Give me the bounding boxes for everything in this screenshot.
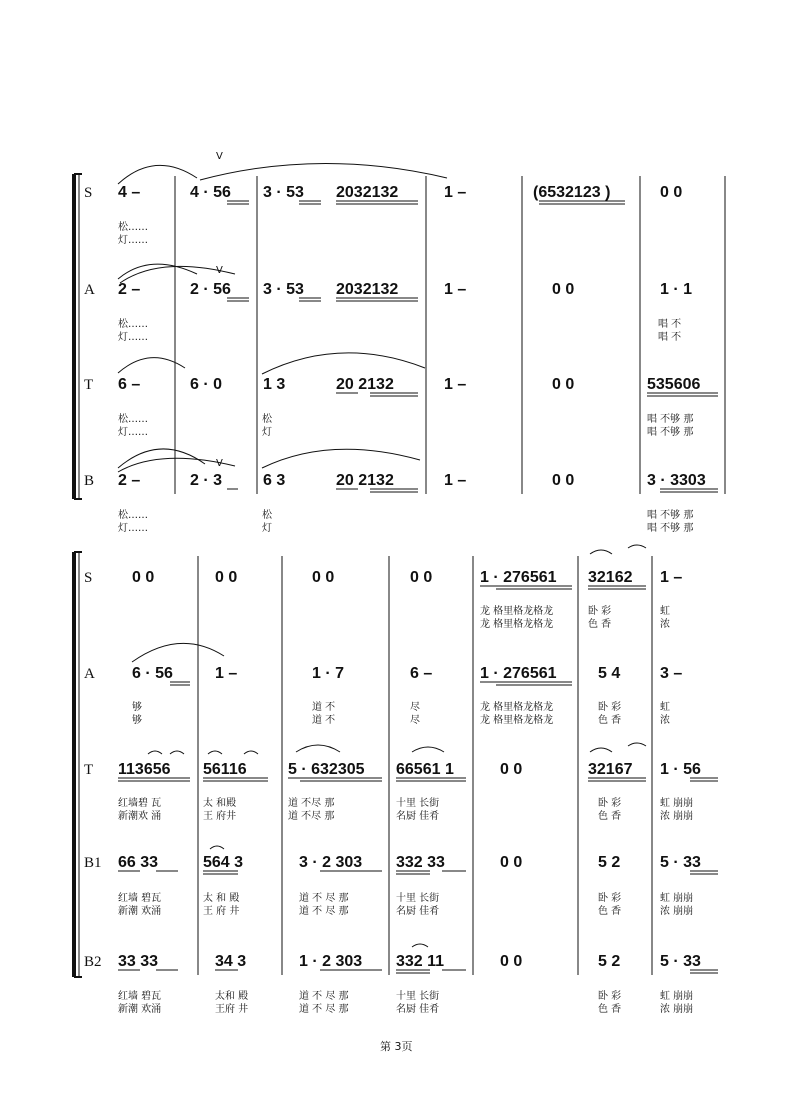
lyric-line: 卧 彩 (598, 893, 622, 904)
note-group: 1 · 2 303 (299, 953, 363, 970)
system-1 (74, 151, 725, 534)
note-group: 0 0 (215, 569, 238, 586)
lyric-line: 色 香 (598, 1004, 622, 1015)
svg-text:V: V (216, 265, 223, 276)
lyric-line: 虹 崩崩 (660, 991, 694, 1002)
system-1-bracket (74, 174, 82, 499)
lyric-line: 道 不 (312, 715, 336, 726)
lyric-line: 灯…… (118, 523, 148, 534)
s1-tenor-measures (118, 376, 700, 393)
note-group: 1 – (215, 665, 238, 682)
note-group: 32162 (588, 569, 633, 586)
lyric-line: 名厨 佳肴 (396, 811, 440, 822)
lyric-line: 十里 长街 (396, 991, 440, 1002)
lyric-line: 松…… (118, 510, 148, 521)
lyric-line: 灯…… (118, 332, 148, 343)
lyric-line: 够 (132, 715, 142, 726)
lyric-line: 龙 格里格龙格龙 (480, 606, 554, 617)
note-group: 1 – (444, 376, 467, 393)
note-group: 3 · 53 (263, 184, 304, 201)
lyric-line: 灯 (262, 523, 272, 534)
note-group: 33 33 (118, 953, 159, 970)
lyric-line: 太 和殿 (203, 798, 237, 809)
part-label-bass-1: B1 (84, 855, 102, 871)
s1-alto-measures (118, 281, 692, 298)
note-group: 3 – (660, 665, 683, 682)
lyric-line: 松…… (118, 319, 148, 330)
lyric-line: 色 香 (588, 619, 612, 630)
lyric-line: 道 不 尽 那 (299, 906, 349, 917)
note-group: 66 33 (118, 854, 159, 871)
system-2-bracket (74, 552, 82, 977)
system-1-slurs (118, 163, 447, 472)
lyric-line: 道 不 尽 那 (299, 893, 349, 904)
note-group: 6 3 (263, 472, 286, 489)
note-group: 6 · 0 (190, 376, 223, 393)
note-group: 2 – (118, 281, 141, 298)
lyric-line: 道 不 (312, 702, 336, 713)
lyric-line: 名厨 佳肴 (396, 1004, 440, 1015)
note-group: 3 · 3303 (647, 472, 706, 489)
note-group: 5 · 632305 (288, 761, 365, 778)
s1-soprano-measures (118, 184, 682, 201)
note-group: 0 0 (500, 854, 523, 871)
note-group: 1 3 (263, 376, 286, 393)
lyric-line: 唱 不够 那 (647, 414, 694, 425)
lyric-line: 卧 彩 (598, 798, 622, 809)
note-group: 5 · 33 (660, 854, 701, 871)
lyric-line: 松…… (118, 222, 148, 233)
lyric-line: 唱 不够 那 (647, 510, 694, 521)
lyric-line: 卧 彩 (598, 702, 622, 713)
note-group: 1 – (444, 281, 467, 298)
lyric-line: 唱 不 (658, 332, 682, 343)
note-group: 0 0 (552, 472, 575, 489)
lyric-line: 名厨 佳肴 (396, 906, 440, 917)
lyric-line: 卧 彩 (598, 991, 622, 1002)
note-group: 20 2132 (336, 472, 394, 489)
note-group: (6532123 ) (533, 184, 611, 201)
lyric-line: 新潮 欢涌 (118, 1004, 162, 1015)
lyric-line: 道 不尽 那 (288, 811, 335, 822)
note-group: 1 · 56 (660, 761, 701, 778)
lyric-line: 尽 (410, 715, 420, 726)
lyric-line: 松 (262, 510, 272, 521)
lyric-line: 道 不 尽 那 (299, 1004, 349, 1015)
s2-soprano-measures (132, 569, 682, 586)
lyric-line: 龙 格里格龙格龙 (480, 715, 554, 726)
note-group: 3 · 2 303 (299, 854, 363, 871)
lyric-line: 松 (262, 414, 272, 425)
lyric-line: 松…… (118, 414, 148, 425)
note-group: 564 3 (203, 854, 244, 871)
lyric-line: 龙 格里格龙格龙 (480, 619, 554, 630)
part-label-tenor: T (84, 762, 94, 778)
lyric-line: 浓 (660, 619, 670, 630)
s2-soprano-lyrics (480, 604, 670, 630)
note-group: 56116 (203, 761, 247, 778)
note-group: 6 – (118, 376, 141, 393)
lyric-line: 十里 长街 (396, 893, 440, 904)
lyric-line: 道 不 尽 那 (299, 991, 349, 1002)
note-group: 2 · 3 (190, 472, 223, 489)
s2-alto-lyrics (132, 700, 670, 726)
part-label-soprano: S (84, 570, 93, 586)
lyric-line: 虹 (660, 606, 670, 617)
lyric-line: 唱 不够 那 (647, 427, 694, 438)
note-group: 0 0 (660, 184, 683, 201)
s2-tenor-lyrics (118, 796, 693, 822)
system-1-beam-lines (227, 201, 718, 492)
s2-tenor-measures (118, 761, 701, 778)
note-group: 0 0 (312, 569, 335, 586)
s2-alto-measures (132, 665, 682, 682)
lyric-line: 浓 崩崩 (660, 906, 694, 917)
note-group: 4 · 56 (190, 184, 231, 201)
lyric-line: 红墙碧 瓦 (118, 798, 162, 809)
s2-bass2-lyrics (118, 989, 693, 1015)
page-number: 第 3页 (380, 1040, 413, 1053)
lyric-line: 尽 (410, 702, 420, 713)
note-group: 113656 (118, 761, 171, 778)
part-label-alto: A (84, 666, 95, 682)
note-group: 4 – (118, 184, 141, 201)
lyric-line: 王 府井 (203, 811, 237, 822)
lyric-line: 浓 崩崩 (660, 1004, 694, 1015)
note-group: 1 · 276561 (480, 569, 557, 586)
lyric-line: 灯 (262, 427, 272, 438)
note-group: 2 – (118, 472, 141, 489)
note-group: 5 2 (598, 854, 621, 871)
lyric-line: 浓 (660, 715, 670, 726)
note-group: 1 · 276561 (480, 665, 557, 682)
lyric-line: 虹 (660, 702, 670, 713)
note-group: 0 0 (500, 953, 523, 970)
lyric-line: 够 (132, 702, 142, 713)
lyric-line: 灯…… (118, 427, 148, 438)
note-group: 332 33 (396, 854, 445, 871)
note-group: 535606 (647, 376, 701, 393)
part-label-soprano: S (84, 185, 93, 201)
svg-text:V: V (216, 458, 223, 469)
lyric-line: 新潮 欢涌 (118, 906, 162, 917)
note-group: 2032132 (336, 281, 399, 298)
note-group: 1 · 1 (660, 281, 693, 298)
note-group: 2032132 (336, 184, 399, 201)
lyric-line: 色 香 (598, 715, 622, 726)
note-group: 6 – (410, 665, 433, 682)
note-group: 2 · 56 (190, 281, 231, 298)
lyric-line: 虹 崩崩 (660, 893, 694, 904)
note-group: 0 0 (132, 569, 155, 586)
note-group: 5 4 (598, 665, 621, 682)
lyric-line: 王 府 井 (203, 906, 240, 917)
part-label-tenor: T (84, 377, 94, 393)
note-group: 0 0 (500, 761, 523, 778)
lyric-line: 红墙 碧瓦 (118, 991, 162, 1002)
part-label-alto: A (84, 282, 95, 298)
s2-bass1-lyrics (118, 891, 693, 917)
note-group: 1 · 7 (312, 665, 345, 682)
lyric-line: 红墙 碧瓦 (118, 893, 162, 904)
lyric-line: 新潮欢 涌 (118, 811, 162, 822)
note-group: 332 11 (396, 953, 445, 970)
lyric-line: 太 和 殿 (203, 893, 240, 904)
lyric-line: 色 香 (598, 811, 622, 822)
lyric-line: 色 香 (598, 906, 622, 917)
note-group: 1 – (660, 569, 683, 586)
lyric-line: 龙 格里格龙格龙 (480, 702, 554, 713)
note-group: 3 · 53 (263, 281, 304, 298)
s2-bass1-measures (118, 854, 701, 871)
system-2 (74, 545, 718, 1015)
note-group: 20 2132 (336, 376, 394, 393)
note-group: 0 0 (410, 569, 433, 586)
note-group: 5 · 33 (660, 953, 701, 970)
lyric-line: 唱 不 (658, 319, 682, 330)
note-group: 32167 (588, 761, 633, 778)
lyric-line: 虹 崩崩 (660, 798, 694, 809)
note-group: 66561 1 (396, 761, 454, 778)
svg-text:V: V (216, 151, 223, 162)
lyric-line: 唱 不够 那 (647, 523, 694, 534)
s2-bass2-measures (118, 953, 701, 970)
note-group: 6 · 56 (132, 665, 173, 682)
lyric-line: 王府 井 (215, 1004, 249, 1015)
note-group: 1 – (444, 184, 467, 201)
part-label-bass-2: B2 (84, 954, 102, 970)
note-group: 1 – (444, 472, 467, 489)
lyric-line: 十里 长街 (396, 798, 440, 809)
note-group: 0 0 (552, 281, 575, 298)
lyric-line: 道 不尽 那 (288, 798, 335, 809)
lyric-line: 灯…… (118, 235, 148, 246)
s1-bass-measures (118, 472, 706, 489)
note-group: 5 2 (598, 953, 621, 970)
lyric-line: 太和 殿 (215, 991, 249, 1002)
note-group: 34 3 (215, 953, 247, 970)
part-label-bass: B (84, 473, 95, 489)
lyric-line: 浓 崩崩 (660, 811, 694, 822)
lyric-line: 卧 彩 (588, 606, 612, 617)
system-1-barlines (175, 176, 725, 494)
note-group: 0 0 (552, 376, 575, 393)
